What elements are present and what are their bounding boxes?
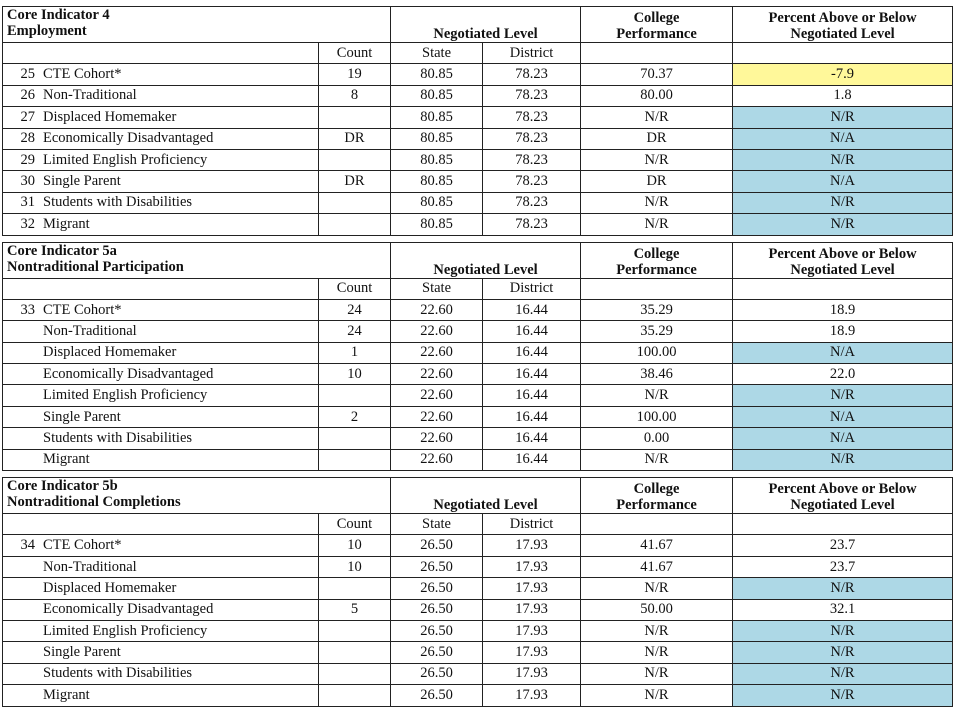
row-label: Displaced Homemaker: [43, 344, 177, 361]
count-cell: [319, 428, 391, 449]
table-row: [3, 535, 953, 556]
college-performance-cell: DR: [581, 171, 733, 192]
row-label: Limited English Proficiency: [43, 387, 208, 404]
count-cell: [319, 642, 391, 663]
blank-header-cell: [733, 514, 953, 535]
percent-above-below-cell: N/A: [733, 128, 953, 149]
row-label: Non-Traditional: [43, 558, 137, 575]
college-performance-cell: 100.00: [581, 406, 733, 427]
percent-above-below-cell: N/R: [733, 214, 953, 235]
percent-above-below-cell: N/A: [733, 406, 953, 427]
state-level-cell: 80.85: [391, 149, 483, 170]
row-label-cell: [3, 406, 319, 427]
row-label-cell: [3, 620, 319, 641]
row-label: Migrant: [43, 451, 90, 468]
state-level-cell: 80.85: [391, 85, 483, 106]
percent-above-below-cell: 1.8: [733, 85, 953, 106]
row-label-cell: [3, 64, 319, 85]
percent-above-below-cell: 22.0: [733, 364, 953, 385]
section-title: [3, 7, 391, 43]
state-level-cell: 26.50: [391, 642, 483, 663]
row-label: Single Parent: [43, 173, 121, 190]
percent-above-below-cell: N/A: [733, 171, 953, 192]
count-cell: 5: [319, 599, 391, 620]
row-label: Non-Traditional: [43, 87, 137, 104]
college-performance-cell: 0.00: [581, 428, 733, 449]
core-indicator-report: [2, 6, 952, 707]
district-level-cell: 17.93: [483, 620, 581, 641]
table-row: [3, 299, 953, 320]
district-level-cell: 17.93: [483, 663, 581, 684]
percent-above-below-cell: N/R: [733, 385, 953, 406]
row-label: Limited English Proficiency: [43, 622, 208, 639]
college-performance-cell: 41.67: [581, 556, 733, 577]
row-label-cell: [3, 535, 319, 556]
row-label: Students with Disabilities: [43, 194, 193, 211]
state-level-cell: 22.60: [391, 406, 483, 427]
percent-above-below-cell: N/A: [733, 342, 953, 363]
count-header: Count: [319, 43, 391, 64]
section-title: [3, 242, 391, 278]
state-level-cell: 26.50: [391, 663, 483, 684]
row-number: 33: [20, 301, 35, 318]
percent-above-below-cell: 18.9: [733, 299, 953, 320]
table-row: [3, 342, 953, 363]
count-cell: [319, 149, 391, 170]
percent-header-line2: Negotiated Level: [790, 261, 895, 278]
table-row: [3, 406, 953, 427]
state-level-cell: 22.60: [391, 428, 483, 449]
district-level-cell: 17.93: [483, 685, 581, 706]
percent-above-below-cell: N/R: [733, 192, 953, 213]
district-level-cell: 78.23: [483, 214, 581, 235]
count-cell: [319, 214, 391, 235]
row-label-cell: [3, 642, 319, 663]
section-title-line1: Core Indicator 4: [7, 7, 110, 23]
college-performance-cell: 41.67: [581, 535, 733, 556]
section-title-line1: Core Indicator 5b: [7, 478, 118, 495]
table-row: [3, 663, 953, 684]
percent-header-line1: Percent Above or Below: [768, 245, 917, 262]
state-level-cell: 26.50: [391, 556, 483, 577]
state-header: State: [391, 278, 483, 299]
count-cell: 24: [319, 299, 391, 320]
count-header: Count: [319, 514, 391, 535]
district-level-cell: 78.23: [483, 171, 581, 192]
row-number: 27: [20, 108, 35, 125]
state-header: State: [391, 514, 483, 535]
college-performance-header: [581, 478, 733, 514]
table-row: [3, 128, 953, 149]
indicator-table-1: [2, 242, 953, 472]
table-row: [3, 599, 953, 620]
state-header: State: [391, 43, 483, 64]
table-row: [3, 364, 953, 385]
district-header: District: [483, 43, 581, 64]
row-number: 32: [20, 215, 35, 232]
percent-above-below-cell: N/R: [733, 642, 953, 663]
state-level-cell: 26.50: [391, 599, 483, 620]
district-header: District: [483, 278, 581, 299]
table-row: [3, 192, 953, 213]
blank-header-cell: [3, 514, 319, 535]
count-cell: 1: [319, 342, 391, 363]
table-row: [3, 149, 953, 170]
negotiated-level-header: Negotiated Level: [391, 478, 581, 514]
row-label: Economically Disadvantaged: [43, 601, 214, 618]
state-level-cell: 80.85: [391, 171, 483, 192]
state-level-cell: 26.50: [391, 620, 483, 641]
row-label: Single Parent: [43, 408, 121, 425]
row-label-cell: [3, 556, 319, 577]
college-performance-cell: N/R: [581, 192, 733, 213]
district-level-cell: 16.44: [483, 406, 581, 427]
college-performance-cell: 70.37: [581, 64, 733, 85]
college-performance-cell: N/R: [581, 663, 733, 684]
count-cell: [319, 192, 391, 213]
district-level-cell: 17.93: [483, 578, 581, 599]
count-cell: 10: [319, 556, 391, 577]
row-label-cell: [3, 599, 319, 620]
district-level-cell: 16.44: [483, 321, 581, 342]
district-level-cell: 16.44: [483, 428, 581, 449]
college-performance-cell: N/R: [581, 149, 733, 170]
row-label-cell: [3, 364, 319, 385]
row-label-cell: [3, 128, 319, 149]
row-label: CTE Cohort*: [43, 537, 122, 554]
count-cell: [319, 578, 391, 599]
row-label-cell: [3, 192, 319, 213]
row-label-cell: [3, 685, 319, 706]
table-row: [3, 556, 953, 577]
state-level-cell: 80.85: [391, 128, 483, 149]
table-row: [3, 85, 953, 106]
district-level-cell: 17.93: [483, 535, 581, 556]
state-level-cell: 22.60: [391, 321, 483, 342]
count-header: Count: [319, 278, 391, 299]
college-performance-header-line2: Performance: [616, 497, 697, 514]
college-performance-header-line1: College: [633, 10, 680, 26]
row-label-cell: [3, 214, 319, 235]
district-level-cell: 78.23: [483, 85, 581, 106]
district-level-cell: 16.44: [483, 364, 581, 385]
indicator-table-0: [2, 6, 953, 236]
state-level-cell: 80.85: [391, 107, 483, 128]
row-label-cell: [3, 663, 319, 684]
row-label-cell: [3, 149, 319, 170]
state-level-cell: 80.85: [391, 214, 483, 235]
college-performance-header-line1: College: [633, 481, 680, 498]
section-title-line2: Nontraditional Completions: [7, 494, 181, 511]
state-level-cell: 80.85: [391, 64, 483, 85]
table-row: [3, 449, 953, 470]
row-label: Displaced Homemaker: [43, 579, 177, 596]
blank-header-cell: [733, 278, 953, 299]
percent-above-below-cell: N/R: [733, 685, 953, 706]
row-number: 30: [20, 173, 35, 190]
percent-above-below-header: [733, 242, 953, 278]
college-performance-header: [581, 242, 733, 278]
row-label: Students with Disabilities: [43, 429, 193, 446]
district-level-cell: 78.23: [483, 149, 581, 170]
row-label-cell: [3, 85, 319, 106]
college-performance-header-line2: Performance: [616, 26, 697, 42]
row-label: CTE Cohort*: [43, 301, 122, 318]
percent-header-line1: Percent Above or Below: [768, 481, 917, 498]
row-label: CTE Cohort*: [43, 66, 122, 83]
row-label-cell: [3, 171, 319, 192]
row-label: Displaced Homemaker: [43, 108, 177, 125]
college-performance-cell: N/R: [581, 578, 733, 599]
district-level-cell: 78.23: [483, 107, 581, 128]
blank-header-cell: [581, 43, 733, 64]
percent-above-below-cell: N/R: [733, 620, 953, 641]
table-row: [3, 578, 953, 599]
district-level-cell: 17.93: [483, 599, 581, 620]
count-cell: 19: [319, 64, 391, 85]
row-number: 28: [20, 130, 35, 147]
count-cell: [319, 107, 391, 128]
percent-above-below-cell: 23.7: [733, 556, 953, 577]
college-performance-cell: N/R: [581, 385, 733, 406]
table-row: [3, 642, 953, 663]
district-level-cell: 16.44: [483, 342, 581, 363]
table-row: [3, 685, 953, 706]
table-row: [3, 64, 953, 85]
row-label-cell: [3, 385, 319, 406]
blank-header-cell: [733, 43, 953, 64]
count-cell: [319, 449, 391, 470]
table-row: [3, 107, 953, 128]
row-label-cell: [3, 428, 319, 449]
row-label: Economically Disadvantaged: [43, 130, 214, 147]
row-label: Migrant: [43, 686, 90, 703]
state-level-cell: 80.85: [391, 192, 483, 213]
row-label-cell: [3, 578, 319, 599]
percent-header-line1: Percent Above or Below: [768, 10, 917, 26]
college-performance-header-line2: Performance: [616, 261, 697, 278]
percent-above-below-cell: N/R: [733, 449, 953, 470]
percent-above-below-cell: N/R: [733, 663, 953, 684]
row-number: 29: [20, 151, 35, 168]
college-performance-cell: N/R: [581, 107, 733, 128]
state-level-cell: 22.60: [391, 385, 483, 406]
section-title: [3, 478, 391, 514]
section-title-line2: Nontraditional Participation: [7, 258, 184, 275]
college-performance-cell: N/R: [581, 685, 733, 706]
college-performance-cell: 100.00: [581, 342, 733, 363]
district-header: District: [483, 514, 581, 535]
state-level-cell: 26.50: [391, 685, 483, 706]
blank-header-cell: [3, 278, 319, 299]
college-performance-cell: 35.29: [581, 299, 733, 320]
district-level-cell: 78.23: [483, 64, 581, 85]
college-performance-cell: 35.29: [581, 321, 733, 342]
district-level-cell: 78.23: [483, 192, 581, 213]
count-cell: 24: [319, 321, 391, 342]
college-performance-cell: 38.46: [581, 364, 733, 385]
percent-above-below-cell: 18.9: [733, 321, 953, 342]
percent-above-below-header: [733, 478, 953, 514]
college-performance-cell: N/R: [581, 214, 733, 235]
row-label-cell: [3, 107, 319, 128]
district-level-cell: 16.44: [483, 385, 581, 406]
negotiated-level-header: Negotiated Level: [391, 7, 581, 43]
table-row: [3, 428, 953, 449]
district-level-cell: 17.93: [483, 642, 581, 663]
blank-header-cell: [581, 514, 733, 535]
table-row: [3, 171, 953, 192]
college-performance-cell: 50.00: [581, 599, 733, 620]
section-title-line1: Core Indicator 5a: [7, 242, 117, 259]
count-cell: [319, 385, 391, 406]
negotiated-level-header: Negotiated Level: [391, 242, 581, 278]
college-performance-cell: DR: [581, 128, 733, 149]
state-level-cell: 22.60: [391, 364, 483, 385]
district-level-cell: 78.23: [483, 128, 581, 149]
count-cell: [319, 620, 391, 641]
table-row: [3, 321, 953, 342]
college-performance-cell: 80.00: [581, 85, 733, 106]
row-label-cell: [3, 321, 319, 342]
college-performance-header: [581, 7, 733, 43]
table-row: [3, 620, 953, 641]
blank-header-cell: [3, 43, 319, 64]
row-label: Single Parent: [43, 644, 121, 661]
row-label: Non-Traditional: [43, 322, 137, 339]
row-number: 31: [20, 194, 35, 211]
state-level-cell: 26.50: [391, 535, 483, 556]
percent-above-below-cell: N/R: [733, 149, 953, 170]
count-cell: 8: [319, 85, 391, 106]
district-level-cell: 16.44: [483, 299, 581, 320]
row-label: Students with Disabilities: [43, 665, 193, 682]
section-title-line2: Employment: [7, 23, 87, 39]
count-cell: DR: [319, 128, 391, 149]
state-level-cell: 22.60: [391, 449, 483, 470]
percent-above-below-cell: N/A: [733, 428, 953, 449]
percent-above-below-header: [733, 7, 953, 43]
percent-above-below-cell: 32.1: [733, 599, 953, 620]
row-label-cell: [3, 342, 319, 363]
count-cell: [319, 685, 391, 706]
percent-above-below-cell: 23.7: [733, 535, 953, 556]
count-cell: DR: [319, 171, 391, 192]
row-label-cell: [3, 449, 319, 470]
count-cell: [319, 663, 391, 684]
row-number: 25: [20, 66, 35, 83]
district-level-cell: 16.44: [483, 449, 581, 470]
row-label-cell: [3, 299, 319, 320]
college-performance-cell: N/R: [581, 620, 733, 641]
table-row: [3, 385, 953, 406]
row-number: 34: [20, 537, 35, 554]
college-performance-header-line1: College: [633, 245, 680, 262]
count-cell: 10: [319, 535, 391, 556]
row-number: 26: [20, 87, 35, 104]
row-label: Migrant: [43, 215, 90, 232]
college-performance-cell: N/R: [581, 449, 733, 470]
state-level-cell: 26.50: [391, 578, 483, 599]
state-level-cell: 22.60: [391, 342, 483, 363]
college-performance-cell: N/R: [581, 642, 733, 663]
blank-header-cell: [581, 278, 733, 299]
indicator-table-2: [2, 477, 953, 707]
row-label: Limited English Proficiency: [43, 151, 208, 168]
state-level-cell: 22.60: [391, 299, 483, 320]
percent-above-below-cell: N/R: [733, 578, 953, 599]
count-cell: 2: [319, 406, 391, 427]
percent-above-below-cell: -7.9: [733, 64, 953, 85]
row-label: Economically Disadvantaged: [43, 365, 214, 382]
percent-header-line2: Negotiated Level: [790, 26, 895, 42]
percent-above-below-cell: N/R: [733, 107, 953, 128]
percent-header-line2: Negotiated Level: [790, 497, 895, 514]
table-row: [3, 214, 953, 235]
count-cell: 10: [319, 364, 391, 385]
district-level-cell: 17.93: [483, 556, 581, 577]
